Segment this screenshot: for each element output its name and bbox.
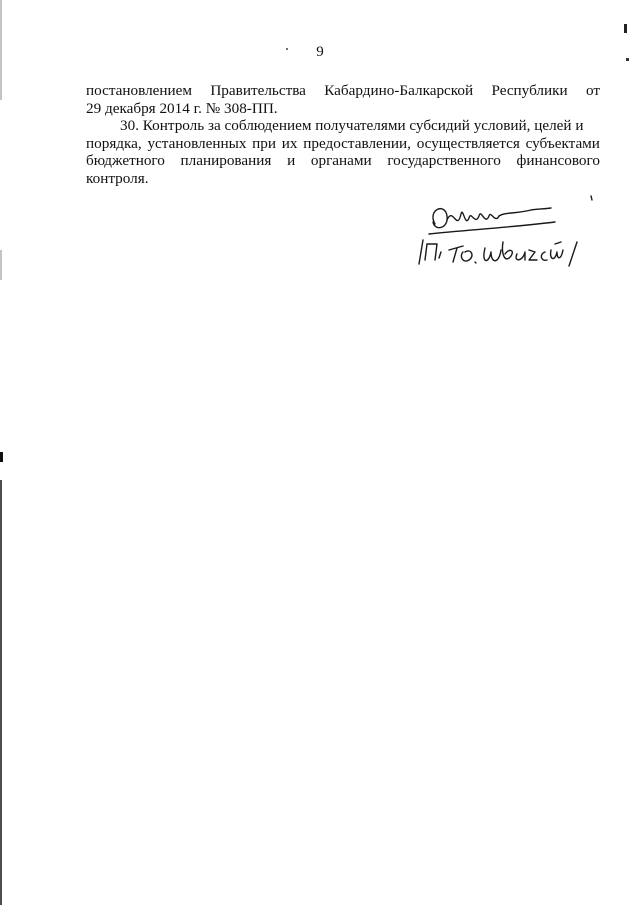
scan-corner-mark <box>624 24 627 33</box>
text-line <box>86 135 600 153</box>
signature-stroke <box>499 208 551 216</box>
word: Кабардино-Балкарской <box>324 82 474 99</box>
text-line: контроля. <box>86 169 149 187</box>
word: бюджетного <box>86 152 165 170</box>
signature-stroke <box>419 240 423 264</box>
word: постановлением <box>86 82 193 99</box>
signature-stroke <box>516 252 525 260</box>
word: от <box>585 82 600 99</box>
word: органами <box>310 152 372 170</box>
document-body <box>86 82 600 188</box>
word: при <box>252 134 277 152</box>
signature-stroke <box>461 251 472 261</box>
scan-edge-line <box>0 480 2 905</box>
signature-stroke <box>425 244 437 260</box>
signature-stroke <box>591 196 592 200</box>
word: осуществляется <box>416 134 520 152</box>
signature-stroke <box>569 242 577 266</box>
signature-stroke <box>551 250 563 259</box>
word: и <box>287 152 296 170</box>
handwritten-signature <box>405 192 605 282</box>
signature-name-text: /П. Ю. Швацкий/ <box>405 192 413 193</box>
word: финансового <box>516 152 600 170</box>
word: Правительства <box>210 82 306 99</box>
signature-stroke <box>429 222 555 234</box>
scan-edge-line <box>0 250 2 280</box>
signature-stroke <box>439 252 441 258</box>
page-number: 9 <box>316 44 324 60</box>
paragraph-30-first-line: 30. Контроль за соблюдением получателями субсидий условий, целей и <box>120 117 584 135</box>
text-line <box>86 152 600 170</box>
signature-stroke <box>555 242 561 244</box>
word: порядка, <box>86 134 142 152</box>
word: Республики <box>491 82 568 99</box>
text-line <box>86 82 600 100</box>
signature-stroke <box>502 242 512 259</box>
word: их <box>281 134 298 152</box>
signature-stroke <box>529 250 537 260</box>
signature-stroke <box>433 209 447 228</box>
word: государственного <box>387 152 501 170</box>
word: предоставлении, <box>303 134 411 152</box>
scan-edge-mark <box>0 452 3 462</box>
signature-stroke <box>541 252 547 260</box>
word: планирования <box>180 152 272 170</box>
text-line <box>86 117 600 135</box>
signature-stroke <box>484 248 501 261</box>
signature-stroke <box>447 212 499 220</box>
word: субъектами <box>525 134 600 152</box>
text-line: 29 декабря 2014 г. № 308-ПП. <box>86 99 278 117</box>
signature-stroke <box>475 262 476 263</box>
word: установленных <box>147 134 247 152</box>
